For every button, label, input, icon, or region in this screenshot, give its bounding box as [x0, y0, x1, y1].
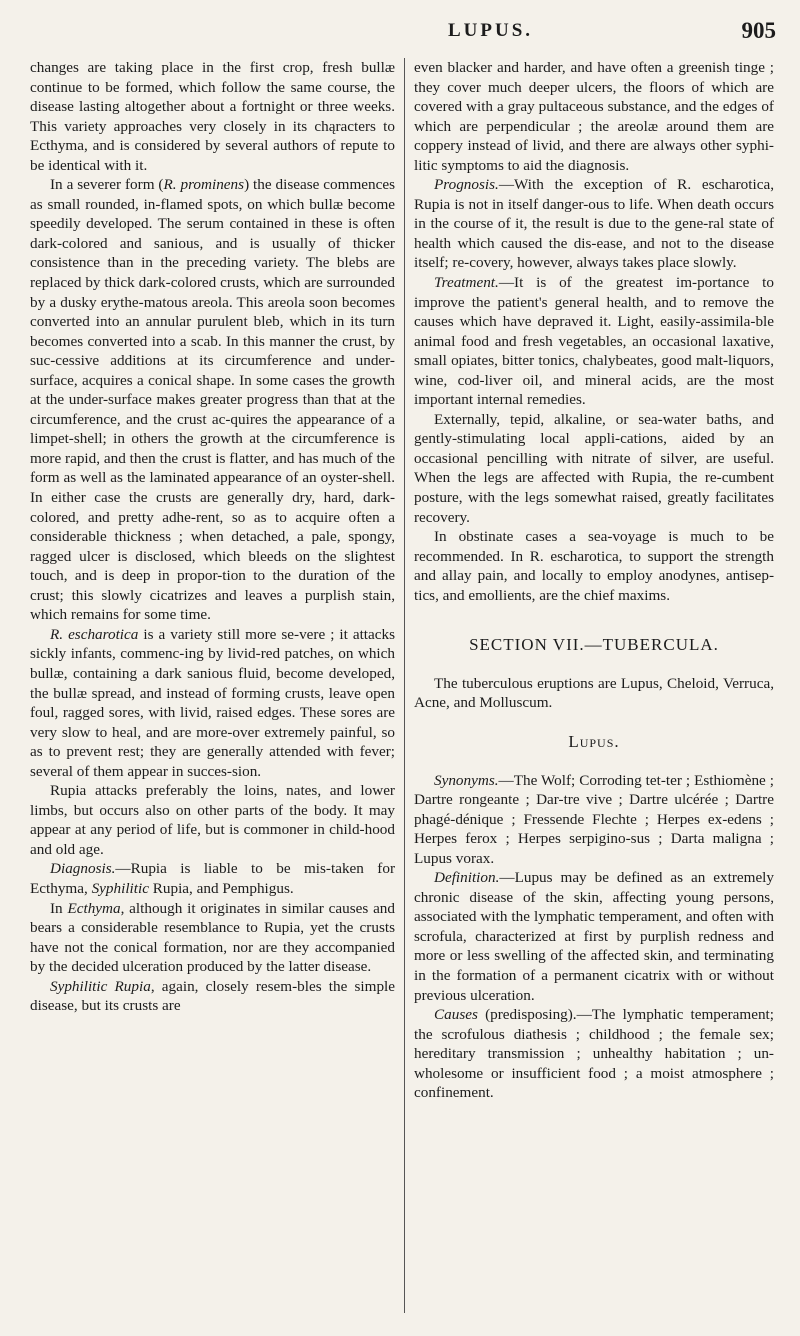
paragraph: [30, 175, 395, 625]
right-column: [414, 58, 774, 1103]
paragraph: Rupia attacks preferably the loins, nates, and lower limbs, but occurs also on other parts of the body. It may appear at any period of life, but is commoner in child-hood and old age.: [30, 782, 395, 858]
paragraph: [30, 977, 395, 1016]
paragraph: [414, 868, 774, 1005]
subheading: Lupus.: [568, 731, 620, 751]
italic-term: Prognosis.: [434, 176, 499, 194]
italic-term: Synonyms.: [434, 771, 499, 789]
italic-term: Syphilitic Rupia: [50, 977, 151, 995]
paragraph: even blacker and harder, and have often a greenish tinge ; they cover much deeper ulcers, the floors of which are covered with a gray pultaceous substance, and the edges of which are perpendicular ; the areolæ around them are coppery instead of livid, and there are always other syphi-litic symptoms to aid the diagnosis.: [414, 59, 774, 174]
paragraph: [30, 899, 395, 977]
text-run: , again, closely resem-bles the simple disease, but its crusts are: [30, 977, 395, 1015]
spacer: [414, 752, 774, 771]
paragraph: The tuberculous eruptions are Lupus, Cheloid, Verruca, Acne, and Molluscum.: [414, 674, 774, 712]
text-run: —The Wolf; Corroding tet-ter ; Esthiomène ; Dartre rongeante ; Dar-tre vive ; Dartre ulcérée ; Dartre phagé-dénique ; Fressende Flechte ; Herpes ex-edens ; Herpes ferox ; Herpes serpigino-sus ; Darta maligna ; Lupus vorax.: [414, 771, 774, 867]
text-run: —It is of the greatest im-portance to improve the patient's general health, and to remove the causes which have depraved it. Light, easily-assimila-ble animal food and fresh vegetables, an occasional laxative, small opiates, bitter tonics, chalybeates, good malt-liquors, wine, cod-liver oil, and mineral acids, are the most important internal remedies.: [414, 274, 774, 409]
paragraph: [414, 175, 774, 273]
text-run: is a variety still more se-vere ; it attacks sickly infants, commenc-ing by livid-red patches, on which bullæ, containing a dark sanious fluid, become developed, the bullæ spread, and instead of forming crusts, leave open foul, ragged sores, with livid, raised edges. These sores are very slow to heal, and are more-over extremely painful, so as to prevent rest; they are generally attended with fever; several of them appear in succes-sion.: [30, 625, 396, 780]
italic-term: Definition.: [434, 869, 500, 887]
text-run: —Lupus may be defined as an extremely chronic disease of the skin, affecting young persons, associated with the lymphatic temperament, and often with scrofula, characterized at first by purplish redness and more or less swelling of the affected skin, and terminating in the formation of a permanent cicatrix with or without previous ulceration.: [414, 869, 774, 1004]
text-run: Rupia, and Pemphigus.: [148, 879, 294, 897]
running-title: LUPUS.: [448, 20, 534, 41]
left-column: [30, 58, 395, 1016]
italic-term: Diagnosis.: [50, 860, 116, 878]
text-run: In: [50, 899, 68, 917]
paragraph: [30, 859, 395, 898]
text-run: In a severer form (: [50, 176, 164, 194]
page-number: 905: [741, 18, 776, 43]
paragraph: [414, 273, 774, 410]
spacer: [414, 655, 774, 674]
running-head: [0, 18, 800, 48]
italic-term: Treatment.: [434, 274, 499, 292]
column-divider: [404, 58, 405, 1313]
paragraph: [30, 625, 395, 781]
paragraph: In obstinate cases a sea-voyage is much to be recommended. In R. escharotica, to support the strength and allay pain, and locally to employ anodynes, antisep-tics, and emollients, are the chief maxims.: [414, 528, 774, 604]
italic-term: Ecthyma: [67, 899, 121, 917]
section-heading: SECTION VII.—TUBERCULA.: [469, 635, 719, 655]
spacer: [414, 605, 774, 635]
text-run: , although it originates in similar causes and bears a considerable resemblance to Rupia, yet the crusts have not the conical formation, nor are they accompanied by the decided ulceration produced by the latter disease.: [30, 899, 395, 976]
paragraph: changes are taking place in the first crop, fresh bullæ continue to be formed, which follow the same course, the disease lasting altogether about a fortnight or three weeks. This variety approaches very closely in its chąracters to Ecthyma, and is considered by several authors of repute to be identical with it.: [30, 59, 395, 174]
text-run: —Rupia is liable to be mis-taken for Ecthyma,: [30, 860, 395, 897]
italic-term: R. escharotica: [50, 625, 139, 643]
text-run: —With the exception of R. escharotica, Rupia is not in itself danger-ous to life. When death occurs in the course of it, the result is due to the gene-ral state of health which caused the dis-ease, and not to the disease itself; re-covery, however, always takes place slowly.: [414, 176, 774, 272]
italic-term: Syphilitic: [91, 879, 149, 897]
text-run: (predisposing).—The lymphatic temperament; the scrofulous diathesis ; childhood ; the female sex; hereditary transmission ; unhealthy habitation ; un-wholesome or insufficient food ; a moist atmosphere ; confinement.: [414, 1006, 774, 1102]
text-run: ) the disease commences as small rounded, in-flamed spots, on which bullæ become speedily developed. The serum contained in these is often dark-colored and sanious, and is usually of thicker consistence than in the preceding variety. The blebs are replaced by thick dark-colored crusts, which are surrounded by a dusky erythe-matous areola. This areola soon becomes converted into an annular purulent bleb, which in its turn becomes converted into a scab. In this manner the crust, by suc-cessive additions at its circumference and under-surface, acquires a conical shape. In some cases the growth at the under-surface makes greater progress than that at the circumference, and the crust ac-quires the appearance of a limpet-shell; in others the growth at the circumference is more rapid, and then the crust is flatter, and has much of the form as well as the laminated appearance of an oyster-shell. In either case the crusts are generally dry, hard, dark-colored, and pretty adhe-rent, so as to acquire often a considerable thickness ; when detached, a pale, spongy, ragged ulcer is disclosed, which bleeds on the slightest touch, and is deep in propor-tion to the duration of the crust; this slowly cicatrizes and leaves a purplish stain, which remains for some time.: [30, 176, 395, 624]
paragraph: [414, 1005, 774, 1103]
italic-term: Causes: [434, 1006, 478, 1024]
paragraph: [414, 771, 774, 869]
paragraph: Externally, tepid, alkaline, or sea-water baths, and gently-stimulating local appli-cations, aided by an occasional pencilling with nitrate of silver, are useful. When the legs are affected with Rupia, the re-cumbent posture, with the legs somewhat raised, greatly facilitates recovery.: [414, 410, 774, 526]
italic-term: R. prominens: [163, 176, 245, 194]
spacer: [414, 713, 774, 732]
